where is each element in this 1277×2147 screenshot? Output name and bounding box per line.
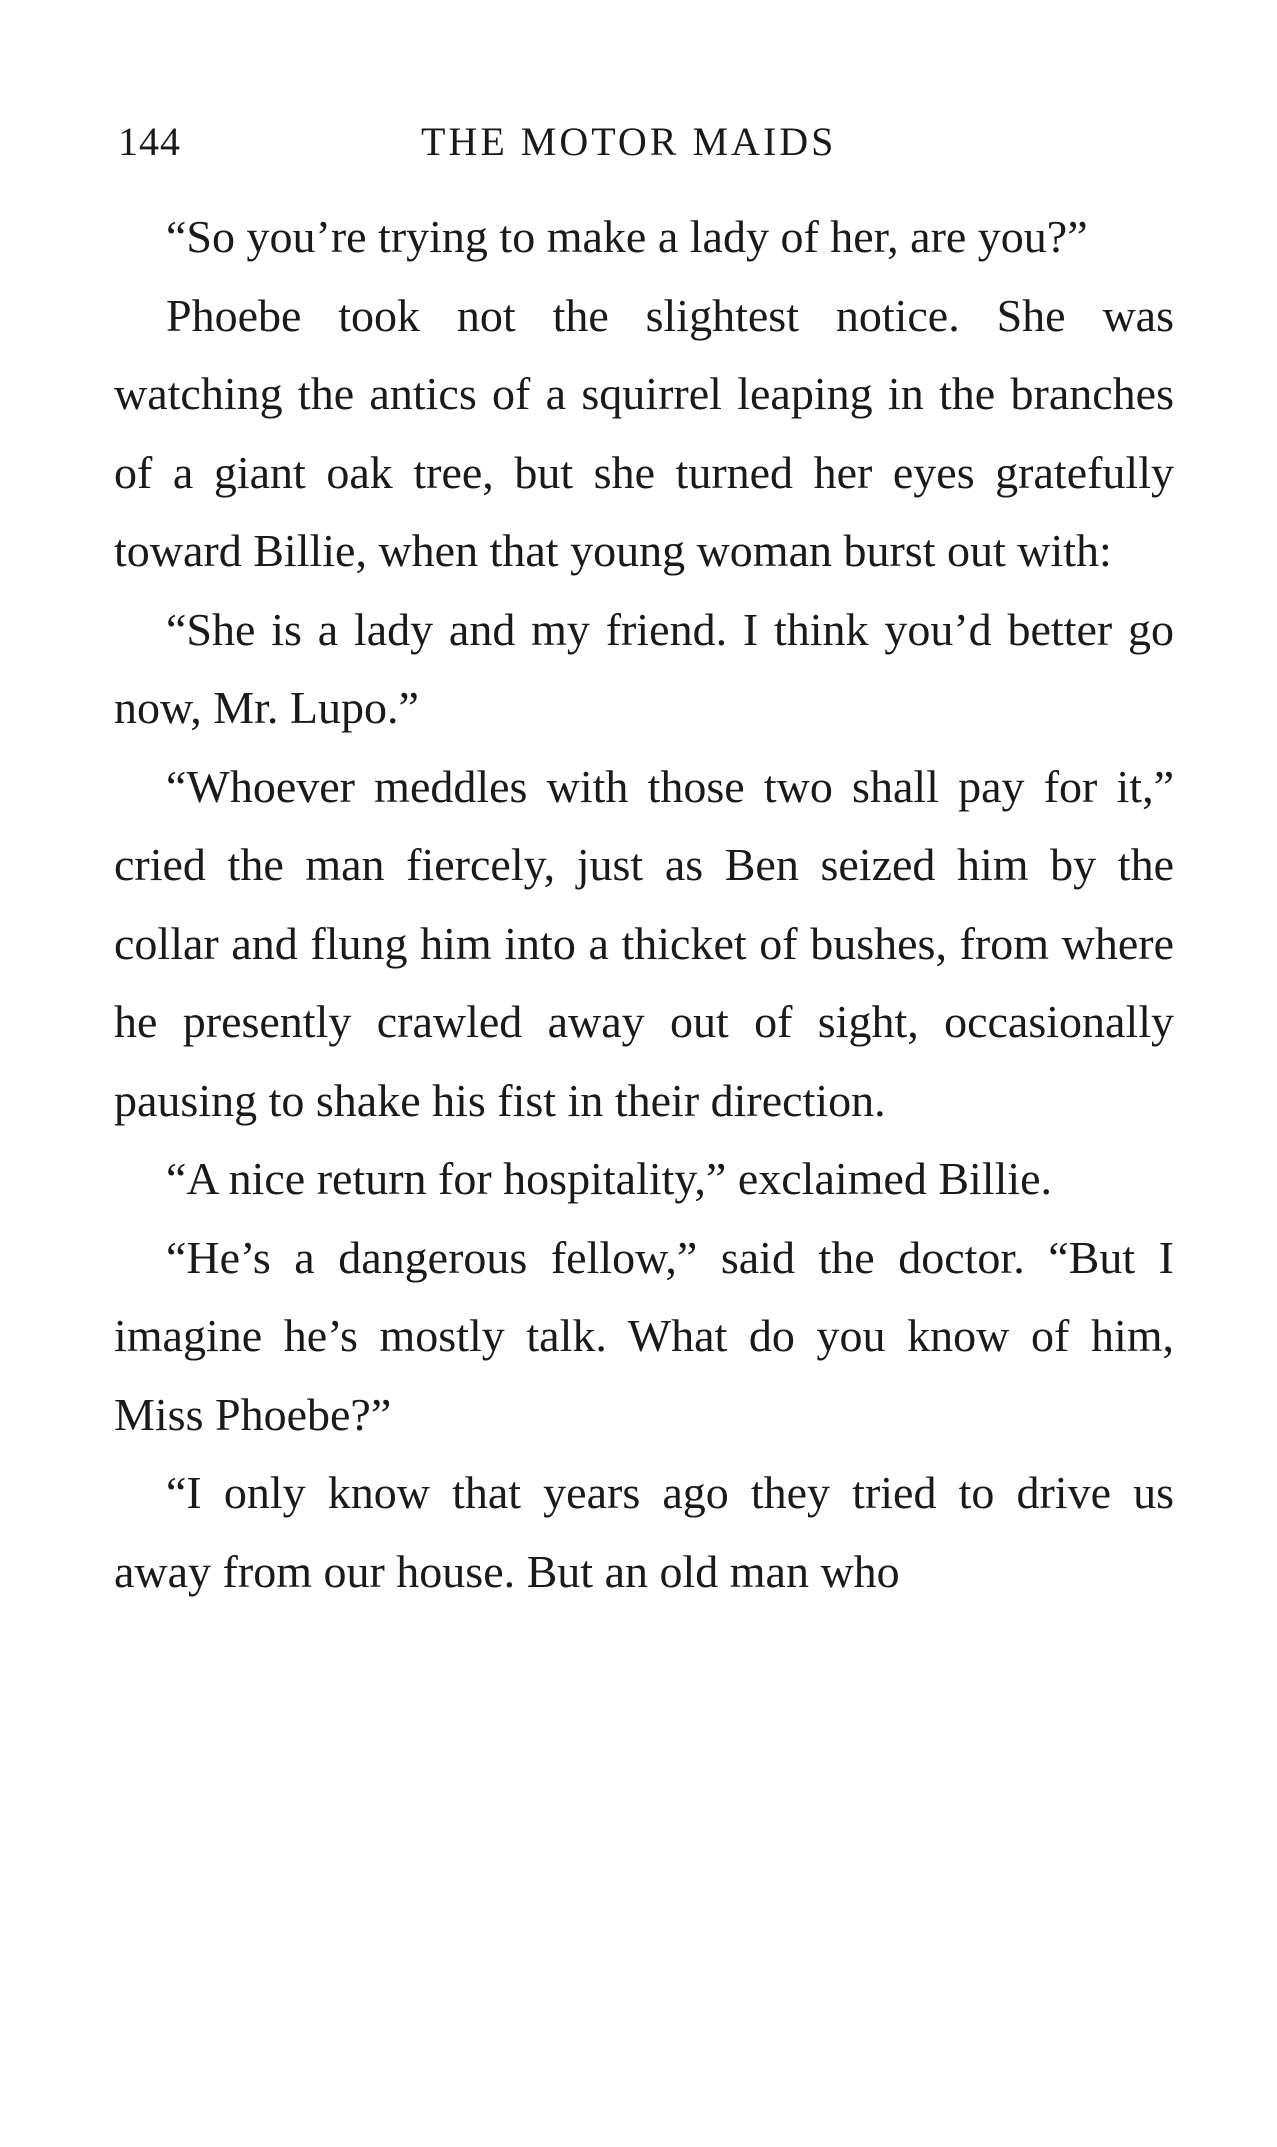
paragraph: “He’s a dangerous fellow,” said the doctor. “But I imagine he’s mostly talk. What do you know of him, Miss Phoebe?” bbox=[114, 1231, 1174, 1440]
paragraph: “A nice return for hospitality,” exclaimed Billie. bbox=[166, 1153, 1053, 1204]
running-title: THE MOTOR MAIDS bbox=[421, 119, 837, 164]
running-header bbox=[118, 118, 1163, 178]
paragraph: “She is a lady and my friend. I think you’d better go now, Mr. Lupo.” bbox=[114, 603, 1174, 733]
page-number: 144 bbox=[118, 119, 181, 164]
paragraph: Phoebe took not the slightest notice. She was watching the antics of a squirrel leaping in the branches of a giant oak tree, but she turned her eyes gratefully toward Billie, when that young woman burst out with: bbox=[114, 289, 1174, 576]
paragraph: “I only know that years ago they tried to drive us away from our house. But an old man who bbox=[114, 1467, 1174, 1597]
body-text bbox=[114, 198, 1174, 1611]
paragraph: “Whoever meddles with those two shall pay for it,” cried the man fiercely, just as Ben seized him by the collar and flung him into a thicket of bushes, from where he presently crawled away out of sight, occasionally pausing to shake his fist in their direction. bbox=[114, 760, 1174, 1126]
paragraph: “So you’re trying to make a lady of her, are you?” bbox=[166, 211, 1088, 262]
